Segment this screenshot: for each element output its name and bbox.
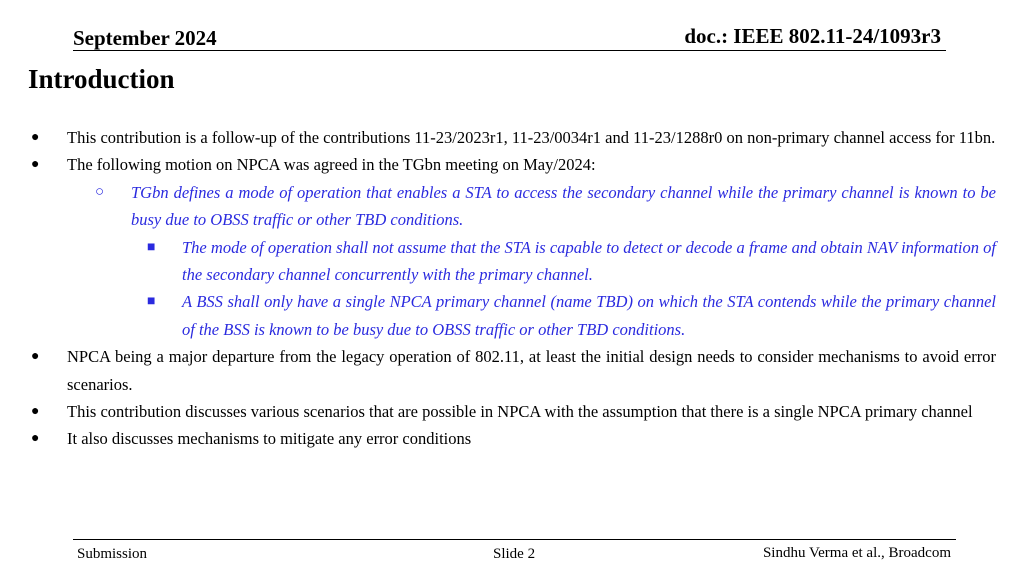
sub-bullet-marker: ○ [95, 183, 105, 200]
footer-slide-number: Slide 2 [493, 546, 536, 562]
bullet-marker: ● [31, 130, 40, 145]
bullet-item [31, 343, 996, 398]
bullet-marker: ● [31, 349, 40, 365]
footer-divider [73, 539, 956, 540]
bullet-text: NPCA being a major departure from the legacy operation of 802.11, at least the initial design needs to consider mechanisms to avoid error scenarios. [67, 347, 996, 394]
footer-author: Sindhu Verma et al., Broadcom [762, 545, 951, 561]
bullet-marker: ● [31, 404, 40, 420]
bullet-text: The following motion on NPCA was agreed in the TGbn meeting on May/2024: [67, 155, 596, 175]
motion-sub-item [147, 288, 996, 343]
bullet-item [31, 151, 996, 178]
bullet-text: This contribution is a follow-up of the contributions 11-23/2023r1, 11-23/0034r1 and 11-23/1288r0 on non-primary channel access for 11bn. [67, 128, 996, 147]
bullet-item [31, 398, 996, 425]
bullet-item [31, 425, 996, 452]
motion-sub-text: A BSS shall only have a single NPCA primary channel (name TBD) on which the STA contends while the primary channel of the BSS is known to be busy due to OBSS traffic or other TBD conditions. [182, 292, 996, 339]
motion-text: TGbn defines a mode of operation that enables a STA to access the secondary channel while the primary channel is known to be busy due to OBSS traffic or other TBD conditions. [131, 182, 996, 230]
bullet-marker: ● [31, 157, 40, 173]
bullet-marker: ● [31, 431, 40, 447]
header-divider [73, 50, 946, 51]
slide-title: Introduction [28, 64, 175, 94]
motion-item [95, 179, 996, 234]
bullet-text: This contribution discusses various scenarios that are possible in NPCA with the assumption that there is a single NPCA primary channel [67, 402, 973, 422]
header-date: September 2024 [73, 26, 217, 50]
square-bullet-marker: ■ [147, 239, 156, 255]
bullet-item [31, 124, 996, 151]
slide-body [0, 124, 1024, 453]
motion-sub-text: The mode of operation shall not assume that the STA is capable to detect or decode a frame and obtain NAV information of the secondary channel concurrently with the primary channel. [182, 237, 996, 285]
footer-submission: Submission [77, 546, 148, 562]
motion-sub-item [147, 234, 996, 289]
bullet-text: It also discusses mechanisms to mitigate any error conditions [67, 429, 472, 449]
header-doc-id: doc.: IEEE 802.11-24/1093r3 [684, 24, 941, 48]
square-bullet-marker: ■ [147, 294, 156, 310]
